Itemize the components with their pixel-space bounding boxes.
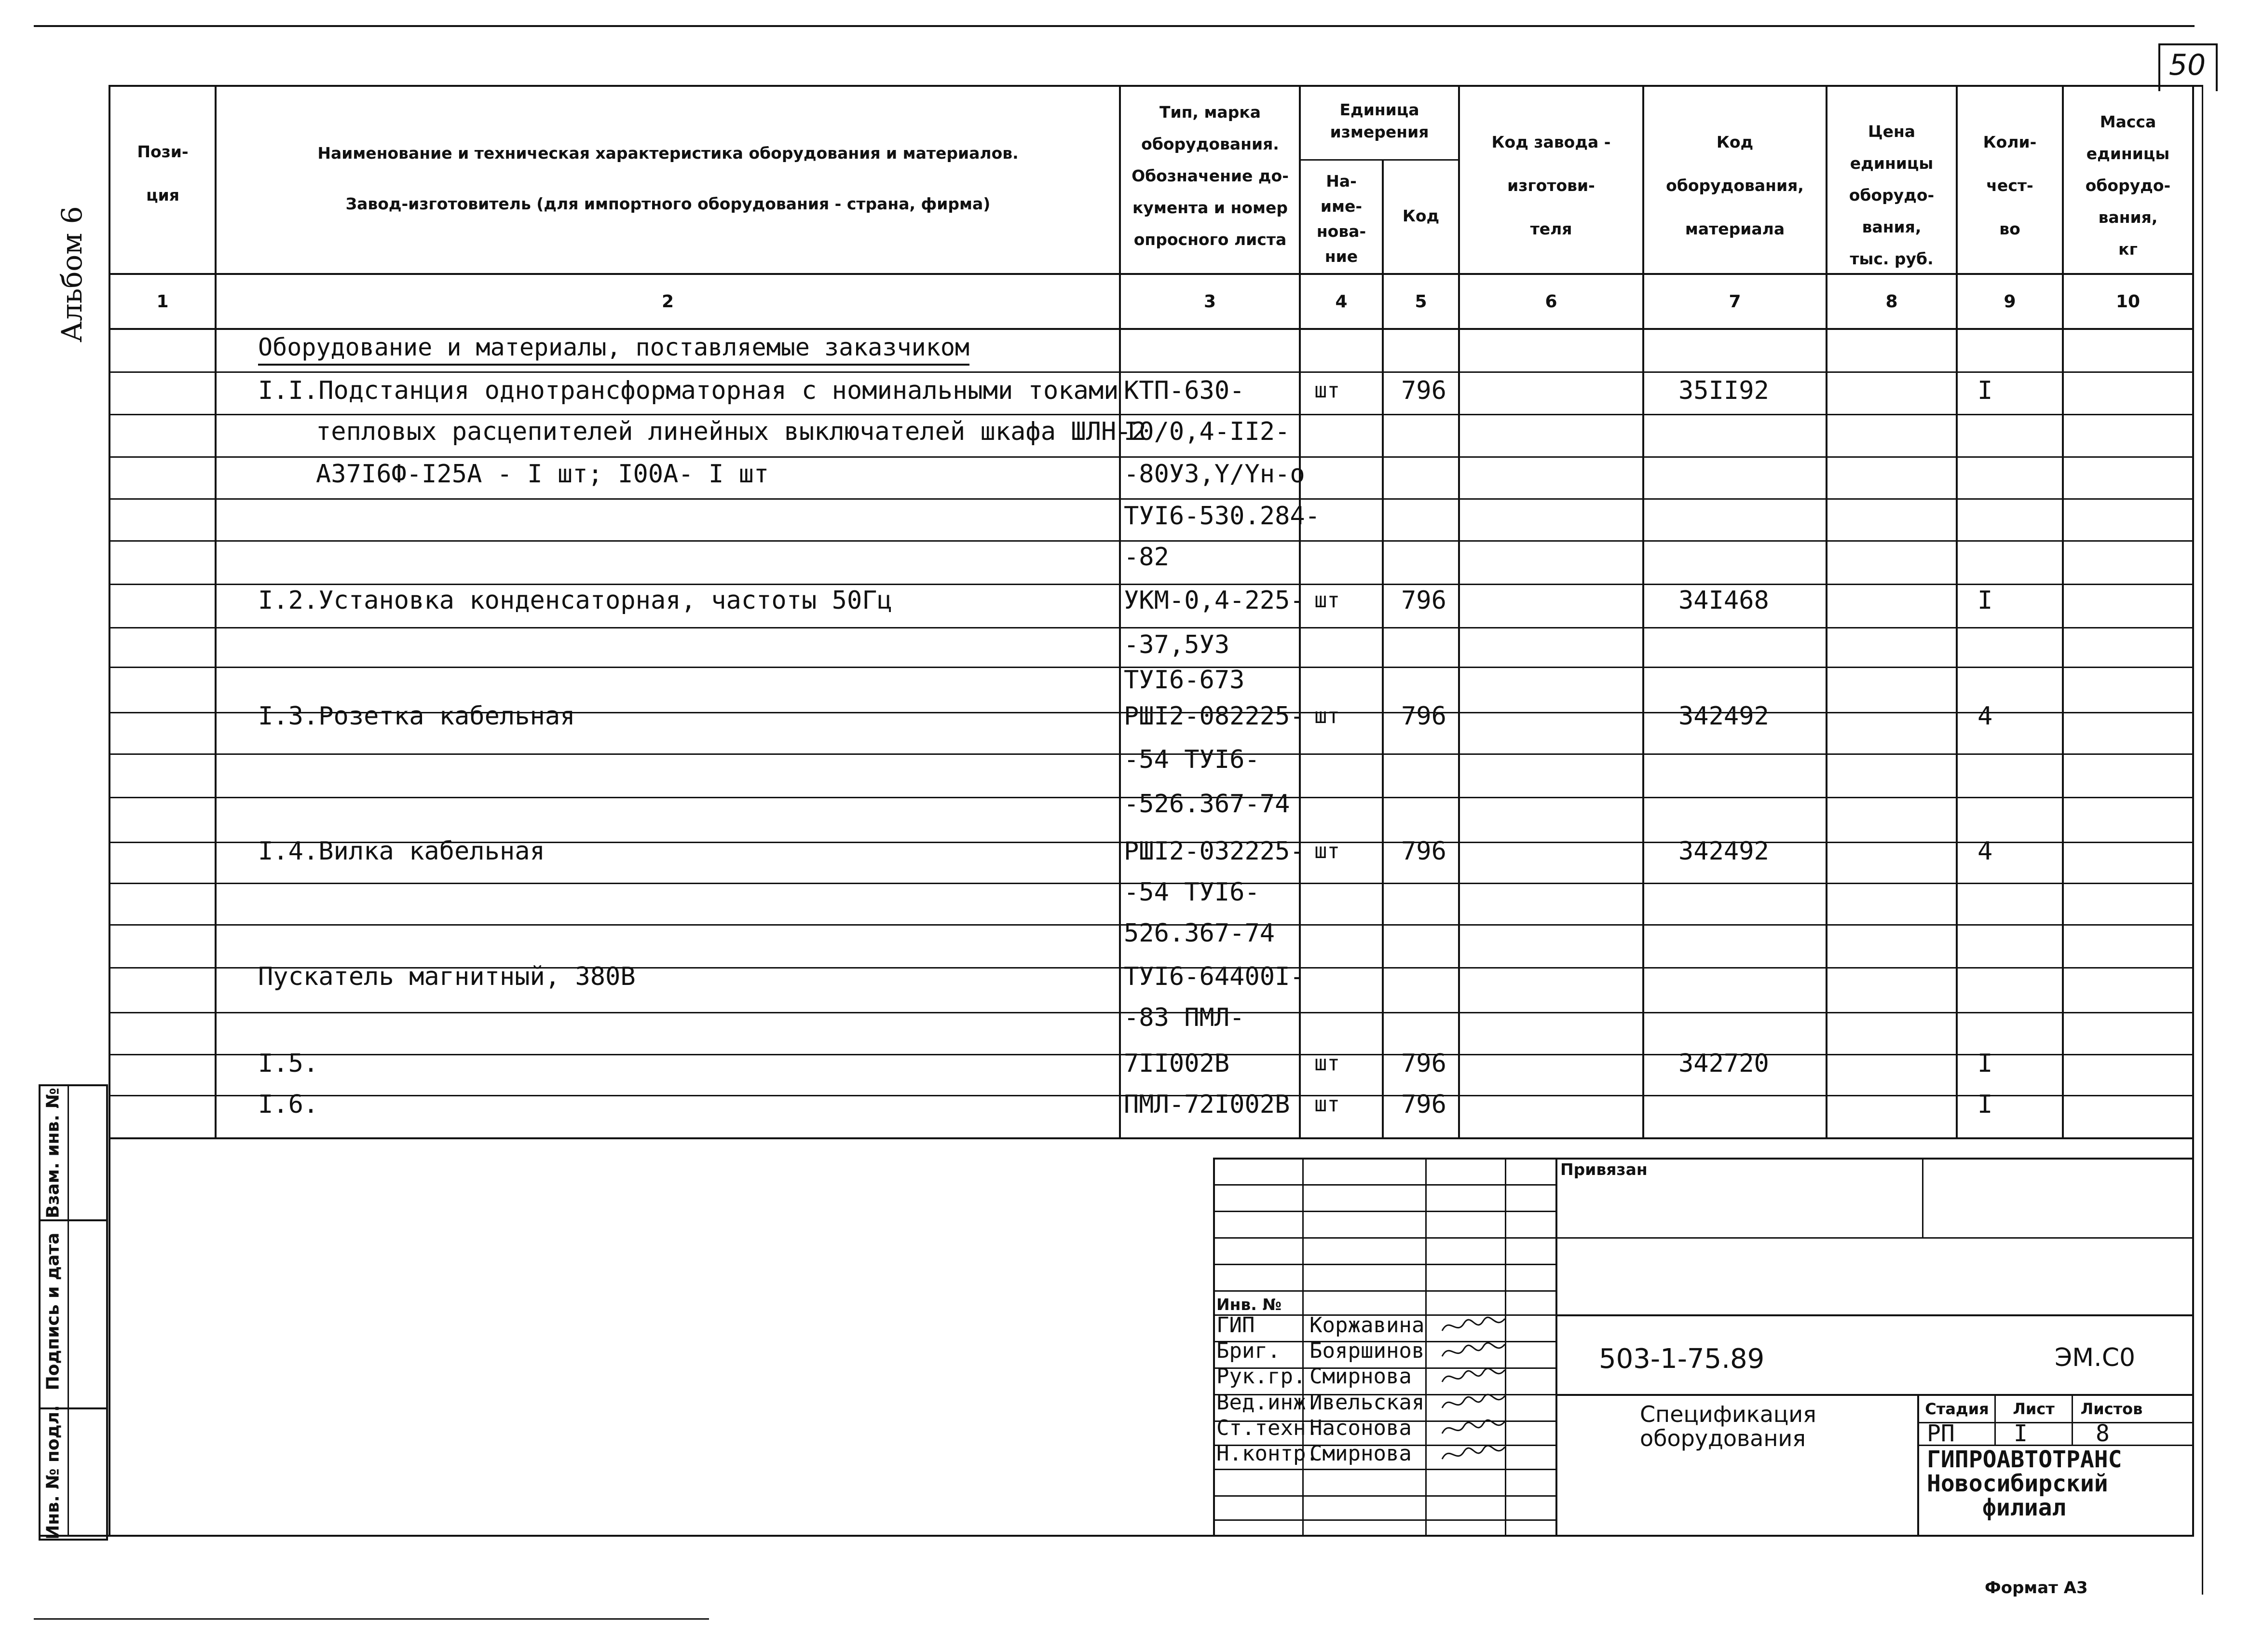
person-name: Ивельская — [1309, 1390, 1425, 1415]
row-line — [109, 627, 2192, 628]
tb-row-line — [1213, 1469, 1555, 1470]
signature-mark — [1440, 1339, 1507, 1364]
row-line — [109, 498, 2192, 500]
header-col3-line2: оборудования. — [1141, 135, 1279, 153]
sheets-label: Листов — [2080, 1400, 2143, 1418]
person-name: Бояршинов — [1309, 1338, 1425, 1363]
row-code: 796 — [1401, 837, 1446, 866]
header-units-line2: измерения — [1330, 123, 1429, 141]
header-col10-line3: оборудо- — [2085, 176, 2171, 195]
row-name: I.3.Розетка кабельная — [258, 702, 575, 731]
row-qty: I — [1977, 586, 1993, 615]
col2-right-line — [1119, 85, 1121, 1139]
header-col7-line2: оборудования, — [1666, 176, 1804, 195]
row-unit: шт — [1314, 1051, 1340, 1076]
row-unit: шт — [1314, 839, 1340, 863]
row-line — [109, 540, 2192, 542]
row-line — [109, 414, 2192, 415]
row-code: 796 — [1401, 376, 1446, 405]
colnum-8: 8 — [1885, 292, 1898, 312]
tb-row-line — [1213, 1237, 1555, 1239]
header-col3-line4: кумента и номер — [1132, 198, 1288, 217]
row-type: -526.367-74 — [1124, 790, 1290, 819]
units-split-line — [1299, 159, 1458, 161]
role-label: Рук.гр. — [1216, 1364, 1306, 1389]
role-label: Ст.техн. — [1216, 1416, 1319, 1440]
row-type: ПМЛ-72I002В — [1124, 1090, 1290, 1119]
page-number: 50 — [2168, 48, 2206, 82]
row-name: I.4.Вилка кабельная — [258, 837, 545, 866]
bottom-cut-line — [34, 1618, 709, 1620]
row-code: 796 — [1401, 1090, 1446, 1119]
header-col10-line4: вания, — [2098, 208, 2158, 227]
header-col7 — [1644, 121, 1826, 251]
row-name: I.6. — [258, 1090, 319, 1119]
person-name: Насонова — [1309, 1416, 1412, 1440]
row-code: 796 — [1401, 586, 1446, 615]
row-unit: шт — [1314, 1092, 1340, 1117]
tb-h-code — [1555, 1314, 2192, 1316]
row-eq-code: 342492 — [1678, 702, 1769, 731]
row-type: -83 ПМЛ- — [1124, 1003, 1245, 1032]
role-label: Вед.инж. — [1216, 1390, 1319, 1415]
tb-row-line — [1213, 1519, 1555, 1521]
colnum-1: 1 — [156, 292, 169, 312]
header-col6-line2: изготови- — [1507, 176, 1595, 195]
colnum-9: 9 — [2004, 292, 2016, 312]
frame-bottom-line — [39, 1535, 2194, 1537]
tb-row-line — [1213, 1264, 1555, 1265]
row-unit: шт — [1314, 378, 1340, 403]
header-col8-line1: Цена — [1868, 122, 1916, 141]
row-type: -54 ТУI6- — [1124, 745, 1260, 774]
header-col8-line2: единицы — [1850, 154, 1934, 173]
row-unit: шт — [1314, 588, 1340, 613]
frame-right-outer-line — [2202, 85, 2203, 1595]
org-line3: филиал — [1982, 1494, 2066, 1521]
header-col6-line1: Код завода - — [1491, 133, 1611, 151]
signature-mark — [1440, 1417, 1507, 1441]
section-title: Оборудование и материалы, поставляемые заказчиком — [258, 333, 969, 366]
row-type: -80У3,Y/Yн-о — [1124, 460, 1305, 489]
frame-top-line — [109, 85, 2202, 87]
header-col9-line2: чест- — [1986, 176, 2033, 195]
header-col4-line4: ние — [1324, 247, 1358, 266]
doc-code: 503-1-75.89 — [1599, 1343, 1765, 1375]
role-label: Н.контр. — [1216, 1441, 1319, 1466]
row-code: 796 — [1401, 1049, 1446, 1078]
inv-no-label: Инв. № — [1216, 1295, 1282, 1314]
tb-v5 — [1922, 1158, 1923, 1237]
header-col10-line5: кг — [2118, 240, 2138, 259]
header-col8-line5: тыс. руб. — [1850, 249, 1934, 268]
privyazan-label: Привязан — [1560, 1160, 1648, 1179]
tb-v4 — [1555, 1158, 1557, 1536]
org-line2: Новосибирский — [1927, 1470, 2108, 1497]
header-col10-line2: единицы — [2086, 144, 2170, 163]
album-label: Альбом 6 — [55, 206, 88, 342]
tb-h-privyazan — [1555, 1237, 2192, 1239]
header-col2-line2: Завод-изготовитель (для импортного оборудования - страна, фирма) — [345, 194, 991, 213]
header-col1 — [111, 130, 215, 217]
tb-left-line — [1213, 1158, 1215, 1536]
colnum-3: 3 — [1203, 292, 1216, 312]
sheet-value: I — [2014, 1420, 2028, 1447]
header-units-line1: Единица — [1339, 100, 1419, 119]
row-line — [109, 371, 2192, 373]
signature-mark — [1440, 1391, 1507, 1415]
header-col5: Код — [1402, 206, 1440, 225]
row-type: I0/0,4-II2- — [1124, 417, 1290, 446]
row-name: А37I6Ф-I25А - I шт; I00А- I шт — [316, 460, 769, 489]
person-name: Смирнова — [1309, 1441, 1412, 1466]
row-code: 796 — [1401, 702, 1446, 731]
inv-no-podl-label: Инв. № подл. — [43, 1405, 63, 1540]
tb-top-line — [1213, 1158, 2192, 1160]
row-qty: 4 — [1977, 837, 1993, 866]
frame-right-line — [2192, 85, 2194, 1537]
tb-row-line — [1213, 1495, 1555, 1497]
row-type: РШI2-082225- — [1124, 702, 1305, 731]
row-eq-code: 342720 — [1678, 1049, 1769, 1078]
header-col8 — [1827, 116, 1956, 275]
row-type: -54 ТУI6- — [1124, 878, 1260, 907]
row-unit: шт — [1314, 704, 1340, 728]
header-col8-line4: вания, — [1862, 218, 1922, 236]
signature-mark — [1440, 1442, 1507, 1466]
doc-title-line2: оборудования — [1640, 1425, 1806, 1451]
tb-v2 — [1425, 1158, 1427, 1536]
tb-row-line — [1213, 1290, 1555, 1292]
format-label: Формат А3 — [1985, 1578, 2088, 1597]
table-bottom-line — [109, 1137, 2192, 1139]
tb-h-title — [1555, 1394, 2192, 1396]
top-border-line — [34, 25, 2195, 27]
header-col2-line1: Наименование и техническая характеристика оборудования и материалов. — [317, 144, 1019, 163]
colnum-2: 2 — [661, 292, 674, 312]
tb-h-stage — [1917, 1422, 2192, 1423]
row-type: ТУI6-530.284- — [1124, 502, 1320, 531]
header-col7-line3: материала — [1685, 219, 1785, 238]
row-name: I.2.Установка конденсаторная, частоты 50Гц — [258, 586, 892, 615]
header-col9-line1: Коли- — [1983, 133, 2037, 151]
header-col4-line2: име- — [1320, 197, 1363, 216]
tb-row-line — [1213, 1211, 1555, 1212]
header-col6-line3: теля — [1530, 219, 1572, 238]
stage-value: РП — [1927, 1420, 1955, 1447]
sheets-value: 8 — [2096, 1420, 2110, 1447]
tb-row-line — [1213, 1184, 1555, 1186]
row-name: Пускатель магнитный, 380В — [258, 962, 636, 991]
sheet-mark: ЭМ.С0 — [2055, 1343, 2136, 1372]
header-col7-line1: Код — [1716, 133, 1754, 151]
colnum-4: 4 — [1335, 292, 1348, 312]
vzam-inv-label: Взам. инв. № — [43, 1088, 63, 1218]
row-type: -82 — [1124, 543, 1169, 572]
header-col10-line1: Масса — [2100, 112, 2156, 131]
tb-v-stage — [1917, 1394, 1919, 1536]
row-type: УКМ-0,4-225- — [1124, 586, 1305, 615]
header-col4-line3: нова- — [1316, 222, 1366, 241]
signature-mark — [1440, 1365, 1507, 1389]
signature-mark — [1440, 1314, 1507, 1338]
header-col10 — [2064, 106, 2192, 265]
col1-right-line — [215, 85, 217, 1139]
colnum-5: 5 — [1415, 292, 1427, 312]
row-qty: 4 — [1977, 702, 1993, 731]
header-col3-line5: опросного листа — [1133, 230, 1287, 249]
row-type: РШI2-032225- — [1124, 837, 1305, 866]
header-col1-line1: Пози- — [137, 142, 189, 161]
header-col1-line2: ция — [146, 186, 179, 205]
row-eq-code: 35II92 — [1678, 376, 1769, 405]
header-col8-line3: оборудо- — [1849, 186, 1935, 205]
person-name: Смирнова — [1309, 1364, 1412, 1389]
tb-v1 — [1302, 1158, 1304, 1536]
numbers-bottom-line — [109, 328, 2192, 330]
row-qty: I — [1977, 376, 1993, 405]
row-type: КТП-630- — [1124, 376, 1245, 405]
row-name: I.5. — [258, 1049, 319, 1078]
header-col9 — [1958, 121, 2062, 251]
left-stamp-divider — [68, 1084, 69, 1537]
row-line — [109, 584, 2192, 585]
role-label: ГИП — [1216, 1313, 1255, 1338]
row-name: I.I.Подстанция однотрансформаторная с номинальными токами — [258, 376, 1119, 405]
row-line — [109, 456, 2192, 458]
colnum-10: 10 — [2115, 292, 2141, 312]
header-col3 — [1121, 96, 1299, 256]
header-units-group — [1301, 99, 1458, 143]
org-line1: ГИПРОАВТОТРАНС — [1927, 1446, 2122, 1473]
row-type: 526.367-74 — [1124, 919, 1275, 948]
header-col3-line1: Тип, марка — [1159, 103, 1261, 122]
doc-title-line1: Спецификация — [1640, 1401, 1816, 1427]
podpis-data-label: Подпись и дата — [43, 1232, 63, 1391]
row-eq-code: 34I468 — [1678, 586, 1769, 615]
row-name: тепловых расцепителей линейных выключателей шкафа ШЛН-2 — [316, 417, 1146, 446]
role-label: Бриг. — [1216, 1338, 1281, 1363]
colnum-7: 7 — [1729, 292, 1741, 312]
colnum-6: 6 — [1545, 292, 1557, 312]
header-col4-line1: На- — [1326, 172, 1357, 191]
row-eq-code: 342492 — [1678, 837, 1769, 866]
row-type: ТУI6-673 — [1124, 666, 1245, 695]
row-qty: I — [1977, 1049, 1993, 1078]
row-type: 7II002В — [1124, 1049, 1230, 1078]
header-col3-line3: Обозначение до- — [1132, 166, 1289, 185]
header-col6 — [1460, 121, 1642, 251]
sheet-label: Лист — [2013, 1400, 2055, 1418]
row-type: ТУI6-64400I- — [1124, 962, 1305, 991]
row-type: -37,5У3 — [1124, 630, 1230, 659]
person-name: Коржавина — [1309, 1313, 1425, 1338]
stage-label: Стадия — [1925, 1400, 1989, 1418]
row-qty: I — [1977, 1090, 1993, 1119]
header-col9-line3: во — [1999, 219, 2020, 238]
header-col4 — [1301, 169, 1382, 269]
